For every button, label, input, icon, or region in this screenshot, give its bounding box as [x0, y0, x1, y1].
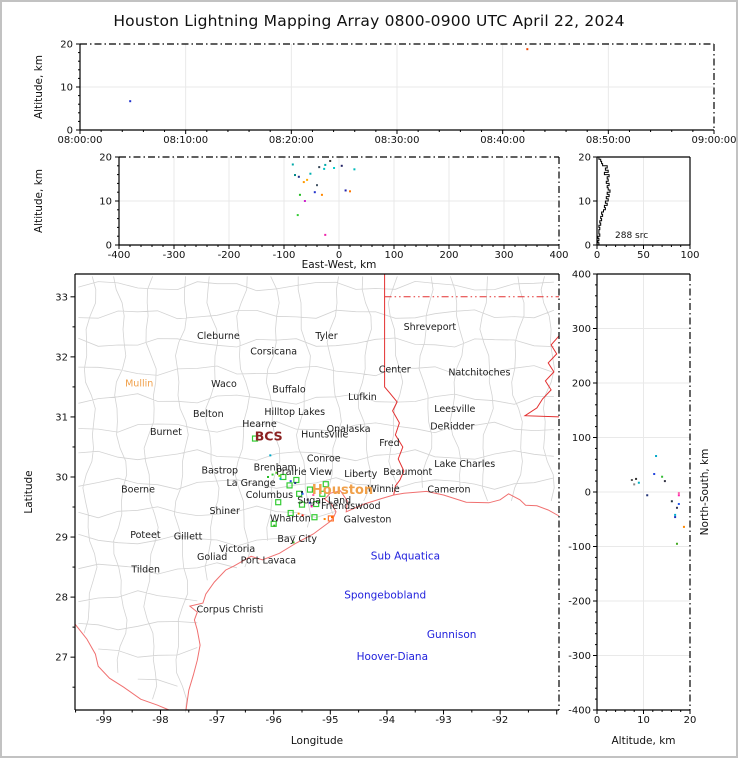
axis-label: Latitude — [23, 470, 35, 514]
city-label: La Grange — [226, 477, 276, 489]
city-label: Leesville — [434, 404, 476, 416]
y-tick-label: -300 — [568, 651, 591, 662]
lightning-source-dot — [321, 194, 323, 196]
city-label: Huntsville — [301, 429, 349, 441]
axis-label: Altitude, km — [33, 168, 45, 234]
lightning-source-dot — [323, 168, 325, 170]
y-tick-label: 31 — [55, 412, 68, 424]
city-label: Tilden — [131, 564, 161, 576]
lightning-source-dot — [678, 503, 680, 505]
city-label: Lake Charles — [434, 458, 496, 470]
lightning-source-dot — [674, 516, 676, 518]
y-tick-label: 32 — [55, 352, 68, 364]
city-label: Conroe — [306, 453, 341, 465]
state-border-line — [385, 274, 404, 495]
x-tick-label: -97 — [208, 715, 226, 726]
city-label: Winnie — [367, 483, 400, 495]
y-tick-label: 20 — [60, 39, 73, 51]
lightning-source-dot — [290, 480, 292, 482]
lightning-source-dot — [303, 181, 305, 183]
x-tick-label: 08:00:00 — [57, 135, 103, 146]
x-tick-label: 08:20:00 — [268, 135, 314, 146]
city-label: Shiner — [209, 506, 240, 518]
lightning-source-dot — [678, 492, 680, 494]
lightning-source-dot — [306, 179, 308, 181]
y-tick-label: 27 — [55, 652, 68, 664]
y-tick-label: 30 — [55, 472, 68, 484]
city-label: Hilltop Lakes — [264, 407, 326, 419]
city-label: Columbus — [245, 490, 294, 502]
lightning-source-dot — [329, 160, 331, 162]
city-label: Fred — [379, 437, 400, 449]
lightning-source-dot — [674, 514, 676, 516]
lightning-source-dot — [324, 518, 326, 520]
lightning-source-dot — [671, 500, 673, 502]
city-label: Corsicana — [250, 346, 298, 358]
lightning-source-dot — [292, 163, 294, 165]
state-border-line — [525, 336, 559, 417]
x-tick-label: 08:10:00 — [163, 135, 209, 146]
figure-canvas — [2, 2, 738, 758]
x-tick-label: -200 — [217, 250, 241, 261]
lightning-source-dot — [324, 164, 326, 166]
y-tick-label: 10 — [60, 82, 73, 94]
lightning-source-dot — [333, 167, 335, 169]
axis-label: Altitude, km — [33, 54, 45, 120]
axis-label: Longitude — [290, 735, 344, 747]
city-label: Boerne — [121, 484, 155, 496]
city-label: Cameron — [427, 484, 471, 496]
city-label: Shreveport — [403, 321, 457, 333]
x-tick-label: -100 — [272, 250, 296, 261]
x-tick-label: -95 — [322, 715, 339, 726]
lightning-source-dot — [664, 480, 666, 482]
axis-label: Altitude, km — [611, 735, 676, 747]
lightning-source-dot — [341, 165, 343, 167]
x-tick-label: 09:00:00 — [691, 135, 737, 146]
lightning-source-dot — [272, 474, 274, 476]
x-tick-label: 50 — [637, 250, 650, 261]
x-tick-label: 08:30:00 — [374, 135, 420, 146]
city-label-houston: Houston — [311, 482, 374, 498]
x-tick-label: 300 — [494, 250, 514, 261]
x-tick-label: 200 — [439, 250, 459, 261]
city-label-bcs: BCS — [254, 428, 283, 444]
city-label: Wharton — [270, 513, 311, 525]
lightning-source-dot — [676, 543, 678, 545]
city-label: Gillett — [173, 531, 203, 543]
city-label: Galveston — [343, 514, 392, 526]
y-tick-label: 300 — [571, 324, 591, 335]
offshore-field-label: Gunnison — [426, 628, 477, 641]
lightning-source-dot — [646, 494, 648, 496]
x-tick-label: -93 — [435, 715, 452, 726]
city-label: Natchitoches — [448, 367, 511, 379]
city-label: Center — [378, 364, 411, 376]
x-tick-label: 0 — [593, 250, 601, 261]
city-label: Friendswood — [320, 500, 381, 512]
lightning-source-dot — [294, 174, 296, 176]
x-tick-label: 100 — [384, 250, 404, 261]
city-label: Buffalo — [272, 384, 306, 396]
axis-label: North-South, km — [699, 448, 711, 536]
lightning-source-dot — [676, 507, 678, 509]
y-tick-label: 20 — [578, 152, 591, 164]
city-label: Burnet — [150, 426, 182, 438]
lightning-source-dot — [318, 166, 320, 168]
city-label: DeRidder — [430, 421, 475, 433]
lightning-source-dot — [324, 234, 326, 236]
y-tick-label: -400 — [568, 705, 591, 717]
x-tick-label: -92 — [491, 715, 509, 726]
lma-station-icon — [294, 477, 299, 482]
lightning-source-dot — [294, 482, 296, 484]
city-label: Waco — [211, 378, 237, 390]
lightning-source-dot — [653, 473, 655, 475]
lightning-source-dot — [349, 190, 351, 192]
x-tick-label: -99 — [95, 715, 113, 726]
y-tick-label: 10 — [99, 196, 112, 208]
x-tick-label: 10 — [637, 715, 650, 726]
lightning-source-dot — [638, 482, 640, 484]
offshore-field-label: Hoover-Diana — [356, 651, 429, 664]
city-label: Tyler — [315, 330, 338, 342]
y-tick-label: 29 — [55, 532, 68, 544]
city-label: Bastrop — [201, 465, 239, 477]
lightning-source-dot — [304, 200, 306, 202]
x-tick-label: 08:50:00 — [585, 135, 631, 146]
lightning-source-dot — [633, 483, 635, 485]
city-label: Cleburne — [197, 330, 240, 342]
y-tick-label: 0 — [584, 487, 591, 499]
y-tick-label: 0 — [105, 240, 112, 252]
city-label: Prairie View — [276, 467, 333, 479]
x-tick-label: -300 — [162, 250, 186, 261]
figure-title: Houston Lightning Mapping Array 0800-0900 UTC April 22, 2024 — [113, 12, 625, 30]
y-tick-label: 10 — [578, 196, 591, 208]
city-label: Bay City — [277, 533, 318, 545]
lightning-source-dot — [345, 189, 347, 191]
lightning-source-dot — [331, 516, 333, 518]
lightning-source-dot — [631, 479, 633, 481]
lightning-source-dot — [526, 48, 528, 50]
lightning-source-dot — [129, 100, 131, 102]
y-tick-label: -100 — [568, 542, 591, 553]
lightning-source-dot — [273, 525, 275, 527]
lightning-source-dot — [316, 184, 318, 186]
y-tick-label: 33 — [55, 292, 68, 304]
y-tick-label: 20 — [99, 152, 112, 164]
y-tick-label: 200 — [571, 378, 591, 390]
y-tick-label: 28 — [55, 592, 68, 604]
y-tick-label: 400 — [571, 269, 591, 281]
lightning-source-dot — [678, 494, 680, 496]
x-tick-label: -94 — [378, 715, 396, 726]
city-label: Belton — [193, 408, 224, 420]
lightning-source-dot — [314, 191, 316, 193]
city-label: Liberty — [344, 468, 378, 480]
lightning-source-dot — [298, 176, 300, 178]
city-label: Onalaska — [326, 423, 371, 435]
lightning-source-dot — [635, 478, 637, 480]
city-label: Victoria — [219, 544, 256, 556]
city-label: Brenham — [253, 462, 297, 474]
x-tick-label: -96 — [265, 715, 282, 726]
city-label: Goliad — [197, 551, 228, 563]
offshore-field-label: Spongebobland — [344, 589, 427, 602]
x-tick-label: 0 — [335, 250, 343, 261]
x-tick-label: -98 — [152, 715, 169, 726]
lightning-source-dot — [297, 214, 299, 216]
city-label: Mullin — [125, 378, 154, 390]
lightning-source-dot — [301, 491, 303, 493]
lightning-source-dot — [309, 173, 311, 175]
city-label: Port Lavaca — [240, 555, 297, 567]
city-label: Corpus Christi — [196, 604, 264, 616]
city-label: Hearne — [242, 419, 277, 431]
lightning-source-dot — [683, 526, 685, 528]
source-count-annotation: 288 src — [615, 231, 649, 241]
y-tick-label: -200 — [568, 596, 591, 608]
lightning-source-dot — [655, 455, 657, 457]
lightning-source-dot — [661, 476, 663, 478]
y-tick-label: 100 — [571, 433, 591, 444]
y-tick-label: 0 — [584, 240, 591, 252]
lightning-source-dot — [353, 168, 355, 170]
y-tick-label: 0 — [66, 125, 73, 137]
x-tick-label: 100 — [680, 250, 700, 261]
lightning-source-dot — [269, 454, 271, 456]
city-label: Sugar Land — [297, 495, 352, 507]
x-tick-label: 08:40:00 — [480, 135, 526, 146]
city-label: Lufkin — [348, 392, 377, 404]
offshore-field-label: Sub Aquatica — [370, 550, 441, 563]
x-tick-label: 400 — [549, 250, 569, 261]
x-tick-label: 20 — [683, 715, 697, 726]
city-label: Poteet — [130, 530, 161, 542]
lightning-source-dot — [299, 194, 301, 196]
x-tick-label: 0 — [593, 715, 601, 726]
axis-label: East-West, km — [301, 259, 377, 271]
x-tick-label: -400 — [107, 250, 131, 261]
city-label: Beaumont — [383, 467, 433, 479]
rio-grande-border — [75, 624, 169, 710]
